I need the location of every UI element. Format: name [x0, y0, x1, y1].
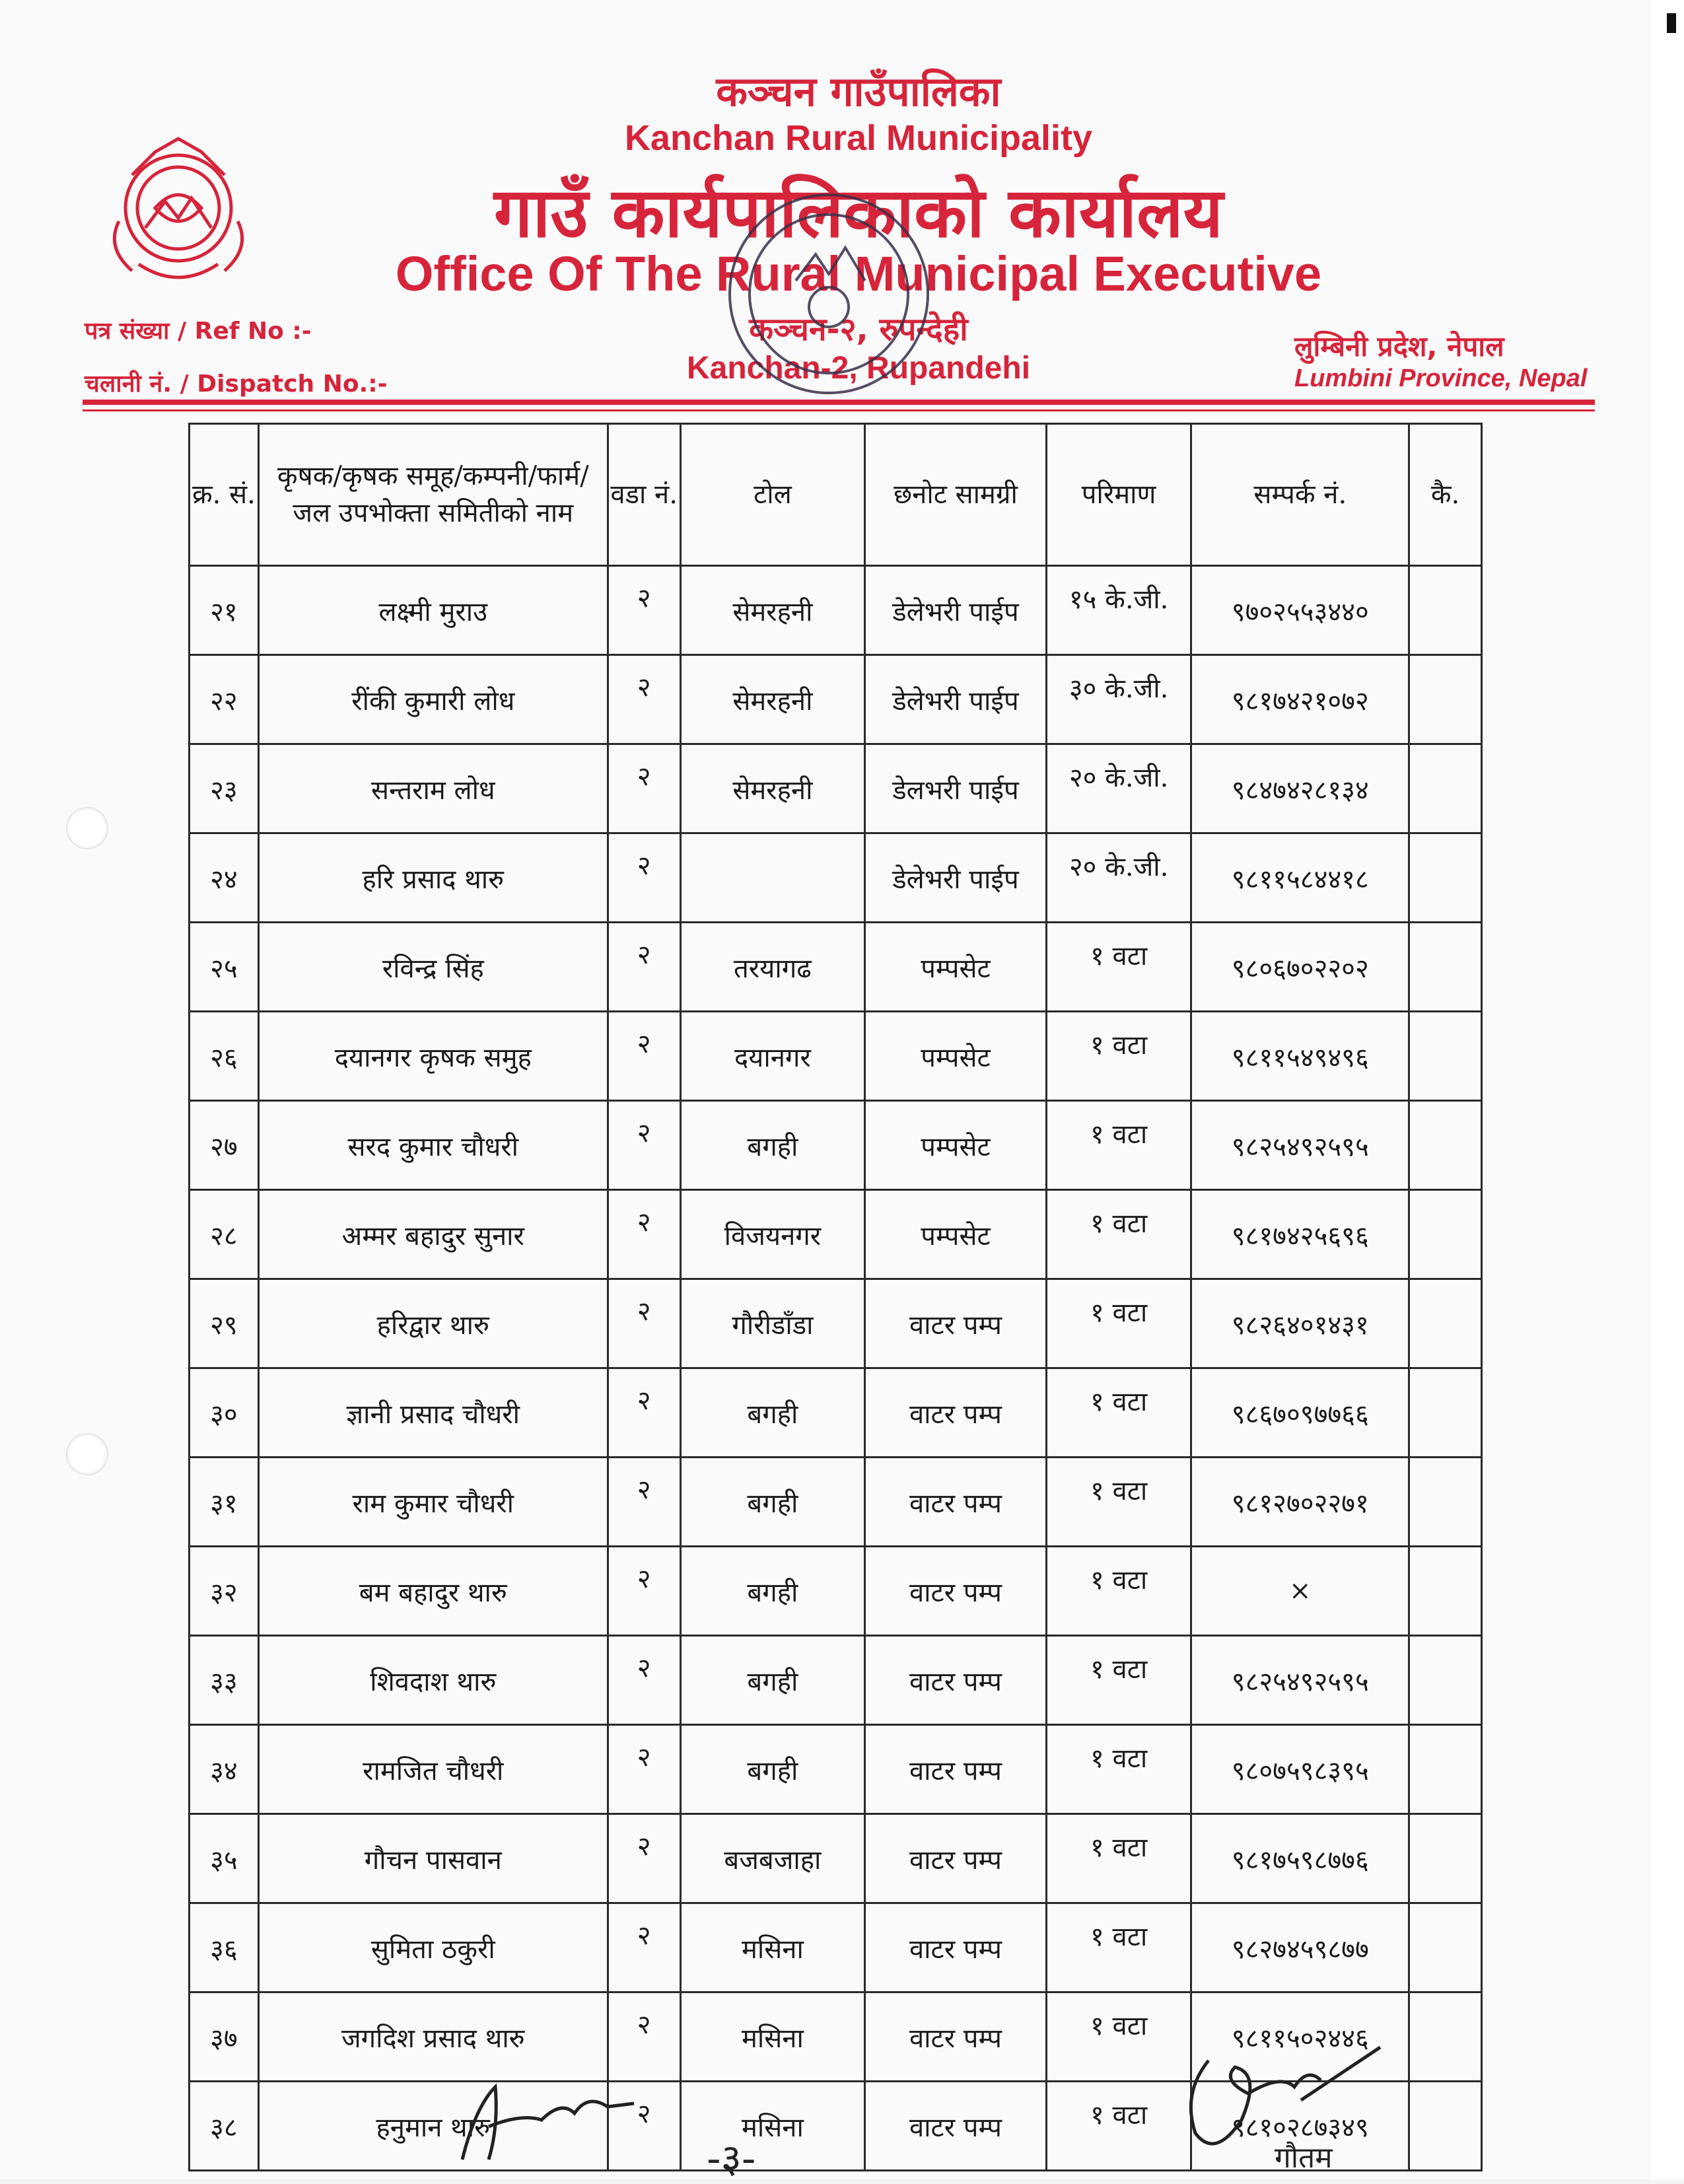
cell-quantity: २० के.जी.: [1046, 833, 1191, 923]
cell-contact: ९८२५४९२५९५: [1191, 1636, 1409, 1725]
cell-name: राम कुमार चौधरी: [258, 1458, 608, 1547]
cell-material: वाटर पम्प: [865, 1547, 1047, 1636]
cell-contact: ९७०२५५३४४०: [1191, 566, 1409, 655]
cell-ward: २: [608, 1636, 680, 1725]
signer-name-fragment: गौतम: [1275, 2141, 1333, 2175]
cell-quantity: ३० के.जी.: [1046, 655, 1191, 744]
cell-quantity: १ वटा: [1046, 1992, 1191, 2082]
cell-tole: [680, 833, 865, 923]
cell-contact: ९८१२७०२२७१: [1191, 1458, 1409, 1547]
cell-name: सरद कुमार चौधरी: [258, 1101, 608, 1190]
cell-contact: ९८६७०९७७६६: [1191, 1368, 1409, 1458]
table-row: [190, 1725, 1482, 1814]
cell-contact: ×: [1191, 1547, 1409, 1636]
cell-ward: २: [608, 833, 680, 923]
cell-ward: २: [608, 1547, 680, 1636]
province-en: Lumbini Province, Nepal: [1294, 365, 1588, 392]
cell-remarks: [1409, 744, 1482, 833]
cell-name: शिवदाश थारु: [258, 1636, 608, 1725]
cell-contact: ९८०६७०२२०२: [1191, 923, 1409, 1012]
cell-tole: बगही: [680, 1458, 865, 1547]
cell-material: वाटर पम्प: [865, 1458, 1047, 1547]
cell-ward: २: [608, 1903, 680, 1992]
col-header-contact: सम्पर्क नं.: [1191, 424, 1409, 566]
office-title-en: Office Of The Rural Municipal Executive: [395, 246, 1322, 301]
cell-quantity: १ वटा: [1046, 1368, 1191, 1458]
cell-tole: सेमरहनी: [680, 744, 865, 833]
cell-remarks: [1409, 1903, 1482, 1992]
cell-sn: २९: [190, 1279, 259, 1368]
cell-tole: बगही: [680, 1101, 865, 1190]
cell-material: वाटर पम्प: [865, 1814, 1047, 1903]
table-row: [190, 566, 1482, 655]
table-row: [190, 1368, 1482, 1458]
scan-edge-mark: [1667, 13, 1676, 33]
cell-material: वाटर पम्प: [865, 1636, 1047, 1725]
cell-name: रींकी कुमारी लोध: [258, 655, 608, 744]
cell-remarks: [1409, 1368, 1482, 1458]
cell-ward: २: [608, 1190, 680, 1279]
beneficiary-table: [188, 423, 1483, 2171]
col-header-sn: क्र. सं.: [190, 424, 259, 566]
cell-tole: बगही: [680, 1725, 865, 1814]
office-address-en: Kanchan-2, Rupandehi: [686, 351, 1031, 386]
cell-contact: ९८१७४२१०७२: [1191, 655, 1409, 744]
col-header-tole: टोल: [680, 424, 865, 566]
col-header-remarks: कै.: [1409, 424, 1482, 566]
cell-contact: ९८०७५९८३९५: [1191, 1725, 1409, 1814]
punch-hole-top: [66, 807, 108, 849]
header-rule-thin: [83, 409, 1595, 411]
cell-material: पम्पसेट: [865, 1101, 1047, 1190]
cell-sn: २१: [190, 566, 259, 655]
cell-tole: मसिना: [680, 2082, 865, 2171]
signature-left: [449, 2067, 647, 2173]
cell-tole: बगही: [680, 1368, 865, 1458]
cell-sn: २६: [190, 1012, 259, 1101]
cell-name: रामजित चौधरी: [258, 1725, 608, 1814]
cell-material: वाटर पम्प: [865, 1279, 1047, 1368]
table-row: [190, 1547, 1482, 1636]
cell-remarks: [1409, 1279, 1482, 1368]
cell-tole: बगही: [680, 1636, 865, 1725]
cell-name: रविन्द्र सिंह: [258, 923, 608, 1012]
cell-material: वाटर पम्प: [865, 1992, 1047, 2082]
cell-name: दयानगर कृषक समुह: [258, 1012, 608, 1101]
cell-tole: दयानगर: [680, 1012, 865, 1101]
col-header-name: कृषक/कृषक समूह/कम्पनी/फार्म/जल उपभोक्ता समितीको नाम: [258, 424, 608, 566]
municipality-name-en: Kanchan Rural Municipality: [624, 118, 1093, 158]
cell-tole: मसिना: [680, 1903, 865, 1992]
cell-name: सन्तराम लोध: [258, 744, 608, 833]
cell-sn: ३१: [190, 1458, 259, 1547]
cell-quantity: १ वटा: [1046, 1190, 1191, 1279]
cell-sn: ३५: [190, 1814, 259, 1903]
table-row: [190, 1279, 1482, 1368]
cell-remarks: [1409, 833, 1482, 923]
cell-contact: ९८१०२८७३४९: [1191, 2082, 1409, 2171]
cell-contact: ९८११५०२४४६: [1191, 1992, 1409, 2082]
cell-quantity: १ वटा: [1046, 1814, 1191, 1903]
cell-ward: २: [608, 1814, 680, 1903]
cell-quantity: १ वटा: [1046, 923, 1191, 1012]
cell-name: लक्ष्मी मुराउ: [258, 566, 608, 655]
cell-name: हनुमान थारु: [258, 2082, 608, 2171]
cell-quantity: १ वटा: [1046, 2082, 1191, 2171]
cell-tole: मसिना: [680, 1992, 865, 2082]
cell-sn: २५: [190, 923, 259, 1012]
cell-ward: २: [608, 566, 680, 655]
ref-number-label: पत्र संख्या / Ref No :-: [85, 318, 312, 345]
nepal-emblem-icon: [92, 135, 264, 294]
office-title-np: गाउँ कार्यपालिकाको कार्यालय: [494, 172, 1223, 253]
cell-material: पम्पसेट: [865, 1012, 1047, 1101]
cell-contact: ९८२५४९२५९५: [1191, 1101, 1409, 1190]
cell-tole: विजयनगर: [680, 1190, 865, 1279]
cell-sn: २७: [190, 1101, 259, 1190]
cell-sn: ३३: [190, 1636, 259, 1725]
table-row: [190, 1190, 1482, 1279]
cell-remarks: [1409, 2082, 1482, 2171]
cell-sn: २८: [190, 1190, 259, 1279]
cell-tole: तरयागढ: [680, 923, 865, 1012]
cell-name: हरिद्वार थारु: [258, 1279, 608, 1368]
cell-sn: ३०: [190, 1368, 259, 1458]
cell-remarks: [1409, 1458, 1482, 1547]
cell-quantity: १ वटा: [1046, 1725, 1191, 1814]
cell-sn: ३२: [190, 1547, 259, 1636]
cell-material: वाटर पम्प: [865, 1903, 1047, 1992]
cell-remarks: [1409, 1992, 1482, 2082]
table-row: [190, 1814, 1482, 1903]
cell-ward: २: [608, 923, 680, 1012]
cell-sn: २२: [190, 655, 259, 744]
cell-name: अम्मर बहादुर सुनार: [258, 1190, 608, 1279]
cell-ward: २: [608, 1458, 680, 1547]
cell-tole: बजबजाहा: [680, 1814, 865, 1903]
cell-quantity: १ वटा: [1046, 1636, 1191, 1725]
cell-tole: सेमरहनी: [680, 655, 865, 744]
cell-quantity: १ वटा: [1046, 1903, 1191, 1992]
cell-ward: २: [608, 1279, 680, 1368]
cell-material: डेलेभरी पाईप: [865, 655, 1047, 744]
table-row: [190, 744, 1482, 833]
table-row: [190, 1903, 1482, 1992]
cell-material: डेलभरी पाईप: [865, 744, 1047, 833]
cell-sn: २३: [190, 744, 259, 833]
cell-name: बम बहादुर थारु: [258, 1547, 608, 1636]
cell-remarks: [1409, 1012, 1482, 1101]
cell-quantity: १ वटा: [1046, 1458, 1191, 1547]
cell-name: सुमिता ठकुरी: [258, 1903, 608, 1992]
punch-hole-bottom: [66, 1433, 108, 1475]
municipality-name-np: कञ्चन गाउँपालिका: [716, 67, 1001, 116]
cell-sn: २४: [190, 833, 259, 923]
page-edge: [1651, 0, 1684, 2179]
cell-ward: २: [608, 1725, 680, 1814]
cell-remarks: [1409, 1636, 1482, 1725]
cell-material: वाटर पम्प: [865, 1725, 1047, 1814]
cell-material: डेलेभरी पाईप: [865, 566, 1047, 655]
cell-contact: ९८१७५९८७७६: [1191, 1814, 1409, 1903]
cell-name: ज्ञानी प्रसाद चौधरी: [258, 1368, 608, 1458]
cell-ward: २: [608, 1368, 680, 1458]
cell-name: जगदिश प्रसाद थारु: [258, 1992, 608, 2082]
cell-quantity: १ वटा: [1046, 1279, 1191, 1368]
cell-quantity: १५ के.जी.: [1046, 566, 1191, 655]
table-row: [190, 655, 1482, 744]
table-row: [190, 1458, 1482, 1547]
cell-ward: २: [608, 1101, 680, 1190]
table-row: [190, 1636, 1482, 1725]
cell-contact: ९८२७४५९८७७: [1191, 1903, 1409, 1992]
cell-ward: २: [608, 1992, 680, 2082]
cell-material: पम्पसेट: [865, 1190, 1047, 1279]
table-row: [190, 1101, 1482, 1190]
cell-remarks: [1409, 655, 1482, 744]
cell-sn: ३७: [190, 1992, 259, 2082]
cell-ward: २: [608, 2082, 680, 2171]
cell-contact: ९८१७४२५६९६: [1191, 1190, 1409, 1279]
cell-name: गौचन पासवान: [258, 1814, 608, 1903]
cell-material: पम्पसेट: [865, 923, 1047, 1012]
cell-material: वाटर पम्प: [865, 1368, 1047, 1458]
office-address-np: कञ्चन-२, रुपन्देही: [749, 311, 968, 348]
cell-remarks: [1409, 1814, 1482, 1903]
col-header-material: छनोट सामग्री: [865, 424, 1047, 566]
col-header-ward: वडा नं.: [608, 424, 680, 566]
page-number: -३-: [707, 2136, 756, 2182]
cell-remarks: [1409, 923, 1482, 1012]
table-row: [190, 833, 1482, 923]
col-header-quantity: परिमाण: [1046, 424, 1191, 566]
cell-quantity: १ वटा: [1046, 1547, 1191, 1636]
cell-ward: २: [608, 1012, 680, 1101]
official-stamp-icon: [717, 182, 941, 406]
cell-quantity: १ वटा: [1046, 1012, 1191, 1101]
cell-remarks: [1409, 1101, 1482, 1190]
cell-quantity: २० के.जी.: [1046, 744, 1191, 833]
table-row: [190, 923, 1482, 1012]
cell-sn: ३८: [190, 2082, 259, 2171]
cell-contact: ९८२६४०१४३१: [1191, 1279, 1409, 1368]
cell-quantity: १ वटा: [1046, 1101, 1191, 1190]
cell-remarks: [1409, 566, 1482, 655]
cell-tole: बगही: [680, 1547, 865, 1636]
cell-name: हरि प्रसाद थारु: [258, 833, 608, 923]
cell-tole: गौरीडाँडा: [680, 1279, 865, 1368]
header-rule-thick: [83, 400, 1595, 405]
cell-contact: ९८११५४९४९६: [1191, 1012, 1409, 1101]
cell-remarks: [1409, 1547, 1482, 1636]
table-row: [190, 1012, 1482, 1101]
cell-tole: सेमरहनी: [680, 566, 865, 655]
cell-contact: ९८११५८४४१८: [1191, 833, 1409, 923]
province-np: लुम्बिनी प्रदेश, नेपाल: [1294, 330, 1504, 363]
dispatch-number-label: चलानी नं. / Dispatch No.:-: [85, 370, 388, 398]
cell-sn: ३४: [190, 1725, 259, 1814]
cell-ward: २: [608, 744, 680, 833]
cell-sn: ३६: [190, 1903, 259, 1992]
cell-material: वाटर पम्प: [865, 2082, 1047, 2171]
cell-ward: २: [608, 655, 680, 744]
cell-remarks: [1409, 1725, 1482, 1814]
table-header-row: [190, 424, 1482, 566]
cell-material: डेलेभरी पाईप: [865, 833, 1047, 923]
cell-contact: ९८४७४२८१३४: [1191, 744, 1409, 833]
cell-remarks: [1409, 1190, 1482, 1279]
